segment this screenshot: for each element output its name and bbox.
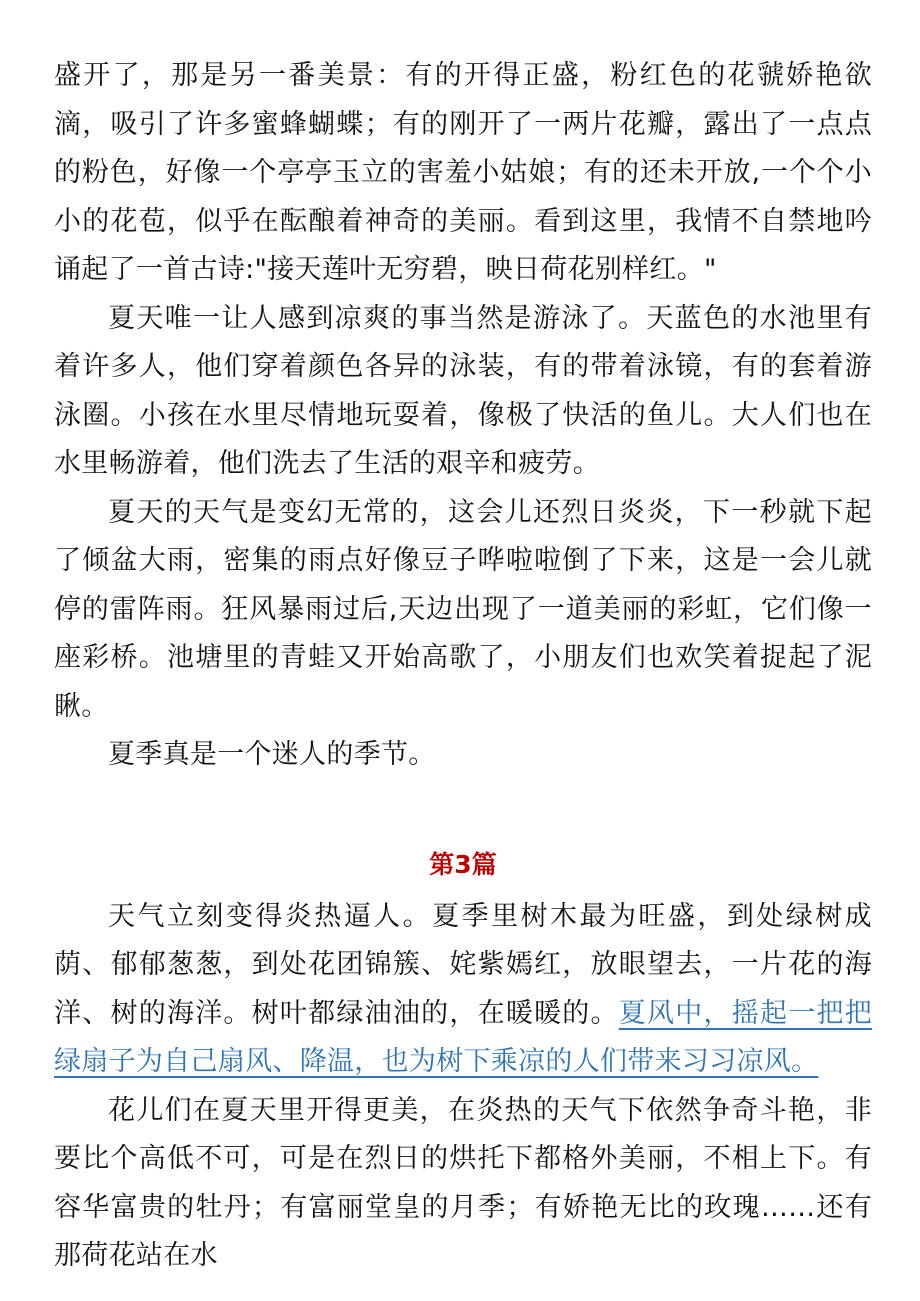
underlined-link-text[interactable]: 夏风中，摇起一把把绿扇子为自己扇风、降温，也为树下乘凉的人们带来习习凉风。: [54, 997, 873, 1077]
paragraph-lotus: 盛开了，那是另一番美景：有的开得正盛，粉红色的花虢娇艳欲滴，吸引了许多蜜蜂蝴蝶；有的刚开了一两片花瓣，露出了一点点的粉色，好像一个亭亭玉立的害羞小姑娘；有的还未开放,一个个小小的花苞，似乎在酝酿着神奇的美丽。看到这里，我情不自禁地吟诵起了一首古诗:"接天莲叶无穷碧，映日荷花别样红。": [54, 60, 872, 285]
paragraph-weather: 夏天的天气是变幻无常的，这会儿还烈日炎炎，下一秒就下起了倾盆大雨，密集的雨点好像豆子哗啦啦倒了下来，这是一会儿就停的雷阵雨。狂风暴雨过后,天边出现了一道美丽的彩虹，它们像一座彩桥。池塘里的青蛙又开始高歌了，小朋友们也欢笑着捉起了泥瞅。: [54, 496, 872, 722]
paragraph-swimming: 夏天唯一让人感到凉爽的事当然是游泳了。天蓝色的水池里有着许多人，他们穿着颜色各异的泳装，有的带着泳镜，有的套着游泳圈。小孩在水里尽情地玩耍着，像极了快活的鱼儿。大人们也在水里畅游着，他们洗去了生活的艰辛和疲劳。: [54, 302, 872, 479]
paragraph-trees-text: 天气立刻变得炎热逼人。夏季里树木最为旺盛，到处绿树成荫、郁郁葱葱，到处花团锦簇、姹紫嫣红，放眼望去，一片花的海洋、树的海洋。树叶都绿油油的，在暖暖的。: [54, 900, 872, 1029]
paragraph-flowers: 花儿们在夏天里开得更美，在炎热的天气下依然争奇斗艳，非要比个高低不可，可是在烈日的烘托下都格外美丽，不相上下。有容华富贵的牡丹；有富丽堂皇的月季；有娇艳无比的玫瑰……还有那荷花站在水: [54, 1094, 872, 1271]
paragraph-trees: [54, 893, 872, 1087]
document-page: [54, 52, 872, 1281]
paragraph-summary: 夏季真是一个迷人的季节。: [108, 739, 436, 770]
section-heading: 第3篇: [429, 849, 497, 879]
